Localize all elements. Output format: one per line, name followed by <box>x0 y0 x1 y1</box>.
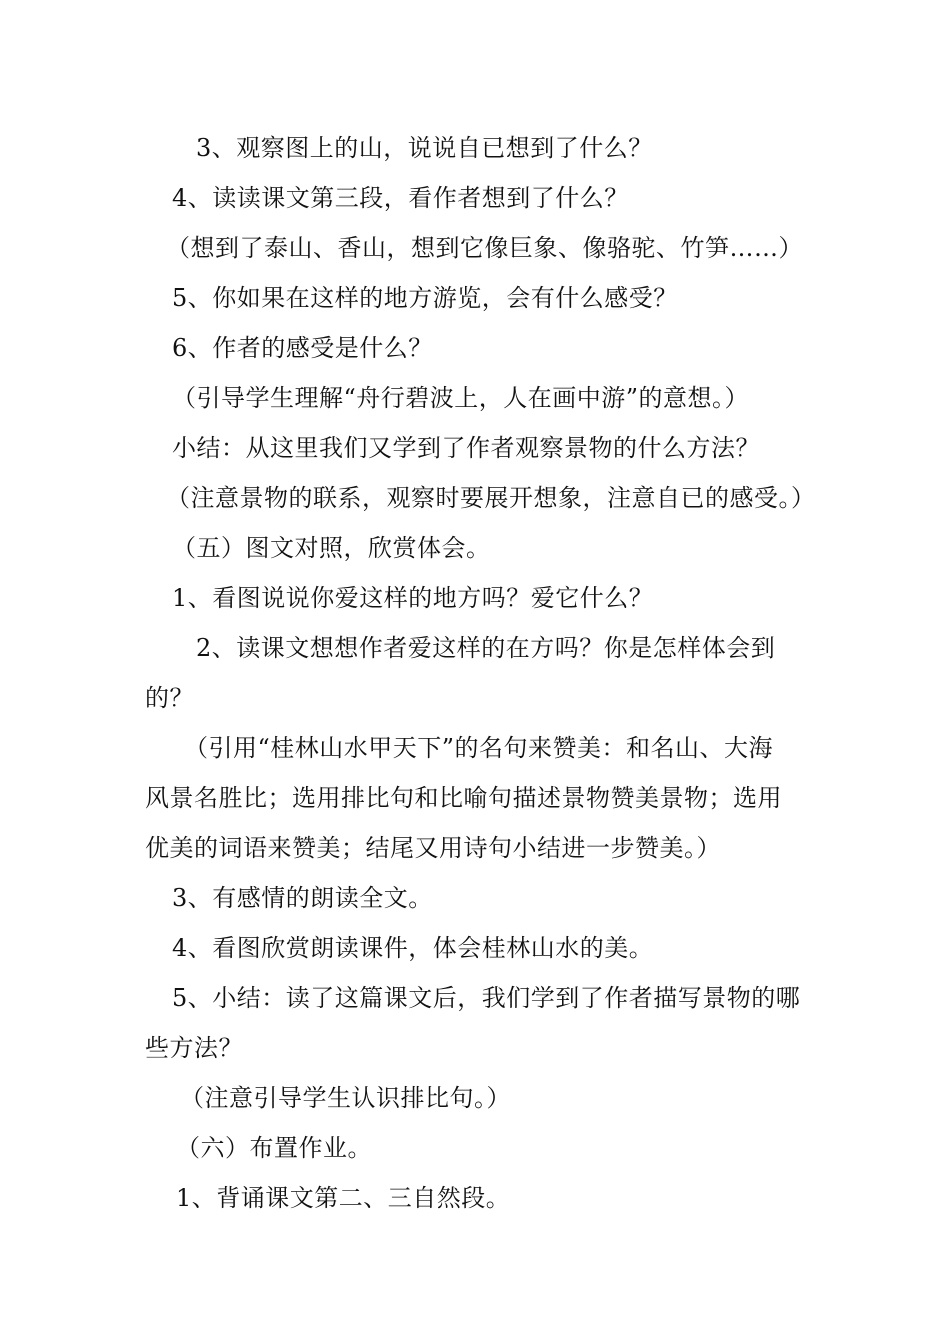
text-line: 5、小结：读了这篇课文后，我们学到了作者描写景物的哪 <box>172 984 801 1012</box>
text-line: 2、读课文想想作者爱这样的在方吗？你是怎样体会到 <box>196 634 776 662</box>
text-line: 风景名胜比；选用排比句和比喻句描述景物赞美景物；选用 <box>145 784 782 812</box>
text-line: 3、有感情的朗读全文。 <box>172 884 433 912</box>
text-line: （引用“桂林山水甲天下”的名句来赞美：和名山、大海 <box>184 734 774 762</box>
text-line: 优美的词语来赞美；结尾又用诗句小结进一步赞美。） <box>145 834 721 862</box>
text-line: 5、你如果在这样的地方游览，会有什么感受？ <box>172 284 678 312</box>
section-heading: （五）图文对照，欣赏体会。 <box>172 534 491 562</box>
text-line: 6、作者的感受是什么？ <box>172 334 433 362</box>
section-heading: （六）布置作业。 <box>176 1134 372 1162</box>
text-line: 小结：从这里我们又学到了作者观察景物的什么方法？ <box>172 434 760 462</box>
text-line: 3、观察图上的山，说说自已想到了什么？ <box>196 134 653 162</box>
text-line: 的？ <box>145 684 194 712</box>
text-line: （引导学生理解“舟行碧波上，人在画中游”的意想。） <box>172 384 750 412</box>
text-line: 4、看图欣赏朗读课件，体会桂林山水的美。 <box>172 934 654 962</box>
text-line: 1、背诵课文第二、三自然段。 <box>176 1184 511 1212</box>
text-line: 些方法？ <box>145 1034 243 1062</box>
text-line: （注意引导学生认识排比句。） <box>180 1084 511 1112</box>
text-line: （注意景物的联系，观察时要展开想象，注意自已的感受。） <box>166 484 816 512</box>
text-line: 1、看图说说你爱这样的地方吗？爱它什么？ <box>172 584 654 612</box>
text-line: （想到了泰山、香山，想到它像巨象、像骆驼、竹笋……） <box>166 234 803 262</box>
text-line: 4、读读课文第三段，看作者想到了什么？ <box>172 184 629 212</box>
